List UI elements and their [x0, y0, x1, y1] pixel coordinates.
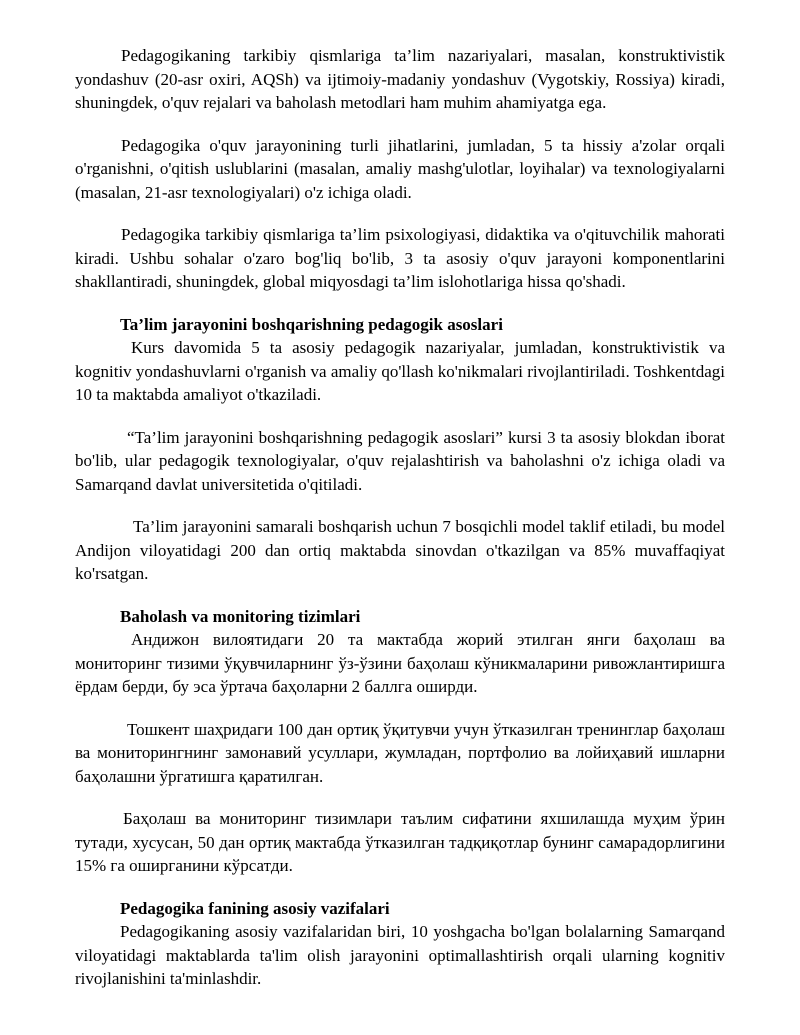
- section-heading-3: Pedagogika fanining asosiy vazifalari: [120, 898, 390, 918]
- paragraph-4: Kurs davomida 5 ta asosiy pedagogik nazariyalar, jumladan, konstruktivistik va kognitiv yondashuvlarni o'rganish va amaliy qo'llash ko'nikmalari rivojlantiriladi. Toshkentdagi 10 ta maktabda amaliyot o'tkaziladi.: [75, 338, 725, 404]
- paragraph-8: Тошкент шаҳридаги 100 дан ортиқ ўқитувчи учун ўтказилган тренинглар баҳолаш ва мониторингнинг замонавий усуллари, жумладан, портфолио ва лойиҳавий ишларни баҳолашни ўргатишга қаратилган.: [75, 719, 725, 786]
- document-page: [75, 44, 725, 991]
- paragraph-1: Pedagogikaning tarkibiy qismlariga ta’lim nazariyalari, masalan, konstruktivistik yondashuv (20-asr oxiri, AQSh) va ijtimoiy-madaniy yondashuv (Vygotskiy, Rossiya) kiradi, shuningdek, o'quv rejalari va baholash metodlari ham muhim ahamiyatga ega.: [75, 46, 725, 112]
- paragraph-6: Ta’lim jarayonini samarali boshqarish uchun 7 bosqichli model taklif etiladi, bu model Andijon viloyatidagi 200 dan ortiq maktabda sinovdan o'tkazilgan va 85% muvaffaqiyat ko'rsatgan.: [75, 517, 725, 583]
- paragraph-3: Pedagogika tarkibiy qismlariga ta’lim psixologiyasi, didaktika va o'qituvchilik mahorati kiradi. Ushbu sohalar o'zaro bog'liq bo'lib, 3 ta asosiy o'quv jarayoni komponentlarini shakllantiradi, shuningdek, global miqyosdagi ta’lim islohotlariga hissa qo'shadi.: [75, 225, 725, 291]
- paragraph-9: Баҳолаш ва мониторинг тизимлари таълим сифатини яхшилашда муҳим ўрин тутади, хусусан, 50 дан ортиқ мактабда ўтказилган тадқиқотлар бунинг самарадорлигини 15% га оширганини кўрсатди.: [75, 809, 725, 875]
- paragraph-5: “Ta’lim jarayonini boshqarishning pedagogik asoslari” kursi 3 ta asosiy blokdan iborat bo'lib, ular pedagogik texnologiyalar, o'quv rejalashtirish va baholashni o'z ichiga oladi va Samarqand davlat universitetida o'qitiladi.: [75, 427, 725, 494]
- paragraph-10: Pedagogikaning asosiy vazifalaridan biri, 10 yoshgacha bo'lgan bolalarning Samarqand viloyatidagi maktablarda ta'lim olish jarayonini optimallashtirish orqali ularning kognitiv rivojlanishini ta'minlashdir.: [75, 922, 725, 988]
- section-heading-1: Ta’lim jarayonini boshqarishning pedagogik asoslari: [120, 314, 503, 334]
- paragraph-2: Pedagogika o'quv jarayonining turli jihatlarini, jumladan, 5 ta hissiy a'zolar orqali o'rganishni, o'qitish uslublarini (masalan, amaliy mashg'ulotlar, loyihalar) va texnologiyalarni (masalan, 21-asr texnologiyalari) o'z ichiga oladi.: [75, 135, 725, 202]
- paragraph-7: Андижон вилоятидаги 20 та мактабда жорий этилган янги баҳолаш ва мониторинг тизими ўқувчиларнинг ўз-ўзини баҳолаш кўникмаларини ривожлантиришга ёрдам берди, бу эса ўртача баҳоларни 2 баллга оширди.: [75, 630, 725, 696]
- section-heading-2: Baholash va monitoring tizimlari: [120, 606, 361, 626]
